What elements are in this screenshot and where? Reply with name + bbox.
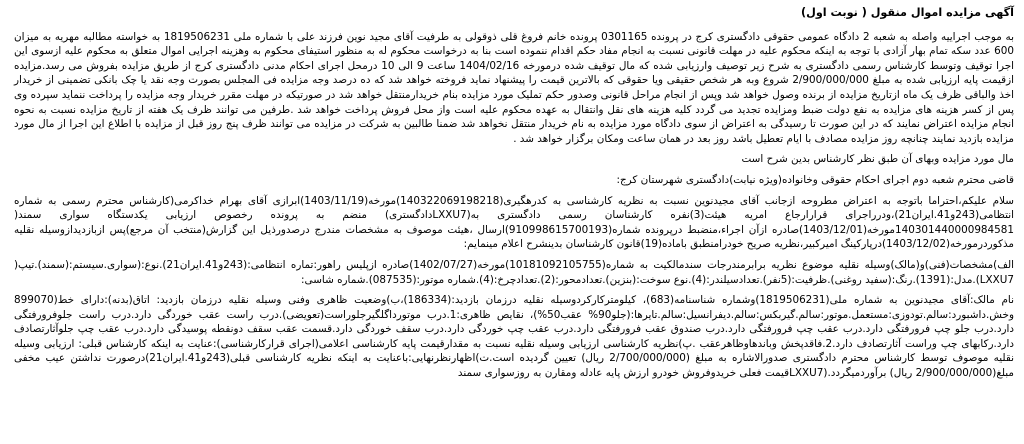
vehicle-spec-paragraph: الف)مشخصات(فنی)و(مالک)وسیله نقلیه موضوع نظریه برابرمندرجات سندمالکیت به شماره(10181092105755)مورخه(1402/07/27)صادره ازپلیس راهور:تماره انتظامی:(243و41.ایران21).نوع:(سواری.سیستم:(سمند).تیپ( LXXU7).مدل:(1391).رنگ:(سفید روغنی).ظرفیت:(5نفر).تعدادسیلندر:(4).نوع سوخت:(بنزین).تعدادمحور:(2).تعدادچرخ:(4).شماره موتور:(087535).شماره شاسی: xyxy=(14,258,1014,286)
auction-item-heading: مال مورد مزایده وبهای آن طبق نظر کارشناس بدین شرح است xyxy=(741,153,1014,166)
expert-letter-paragraph: سلام علیکم،احتراما باتوجه به اعتراض مطروحه ازجانب آقای مجیدنوین نسبت به نظریه کارشناسی به کدرهگیری(140322069198218)مورخه(1403/11/19)ابرازی آقای بهرام خداکرمی(کارشناس محترم رسمی به شماره انتظامی(243و41.ایران21)،ودرراجرای قرارارجاع امریه هیئت(3)نفره کارشناسان رسمی دادگستری به(LXXU7دادگستری) منضم به پرونده رخصوص ارزیابی یکدستگاه سواری سمند( 140301440000984581مورخه(1403/12/01)صادره ازآن اجراء،منضبط درپرونده شماره(910998615700193)ارسال ،هیئت موصوف به مشخصات مندرج درصدورذیل این گزارش(منتخب آن مرجع)پس ازبازدیدازوسیله نقلیه مذکوردرمورخه(1403/12/02)درپارکینگ امیرکبیر،نظریه صریح خودرامنطبق باماده(19)قانون کارشناسان بدینشرح اعلام مینمایم: xyxy=(14,194,1015,251)
notice-title: آگهی مزایده اموال منقول ( نوبت اول) xyxy=(801,6,1014,19)
vehicle-condition-paragraph: نام مالک:آقای مجیدنوین به شماره ملی(1819506231)وشماره شناسنامه(683)، کیلومترکارکردوسیله نقلیه درزمان بازدید:(186334)،ب)وضعیت ظاهری وفنی وسیله نقلیه درزمان بازدید: اتاق(بدنه):دارای خط(899070 وخش.داشبورد:سالم.تودوزی:مستعمل.موتور:سالم.گیربکس:سالم.دیفرانسیل:سالم.تایرها:(جلو90% عقب50%)، نقایص ظاهری:1.درب موتورداگلگیرجلوراست(تعویضی).درب راست عقب خوردگی دارد.درب راست جلوفرورفتگی دارد.درب جلو چپ فرورفتگی دارد.درب عقب چپ فرورفتگی دارد.درب صندوق عقب فرورفتگی دارد.درب عقب چپ خوردگی دارد.درب سقف خوردگی دارد.قسمت عقب سقف دونقطه پوسیدگی دارد.درب عقب چپ جلوآثارتصادف دارد.رکابهای چپ وراست آثارتصادف دارد.2.فاقدپخش وباندهاوظاهرعقب .پ)نظریه کارشناسی ارزیابی وسیله نقلیه نسبت به مقدارقیمت پایه کارشناسی اعلامی(اجرای قرارکارشناسی):عنایت به اینکه کارشناس قبلی: ارزیابی وسیله نقلیه موصوف توسط کارشناس محترم دادگستری صدورالاشاره به مبلغ (2/700/000/000 ریال) تعیین گردیده است.ت)اظهارنظرنهایی:باعنایت به اینکه نظریه کارشناسی قبلی(243و41.ایران21)درصورت نداشتن عیب مخفی مبلغ(2/900/000/000 ریال) برآوردمیگردد.(LXXU7قیمت فعلی خریدوفروش خودرو ارزش پایه عادله ومقارن به روزسواری سمند xyxy=(14,294,1014,380)
notice-intro-paragraph: به موجب اجراییه واصله به شعبه 2 دادگاه عمومی حقوقی دادگستری کرج در پرونده 0301165 پرونده خانم فروغ قلی ذوقولی به طرفیت آقای مجید نوین فرزند علی با شماره ملی 1819506231 به خواسته مطالبه مهریه به میزان 600 عدد سکه تمام بهار آزادی با توجه به اینکه محکوم علیه در مهلت قانونی نسبت به انجام مفاد حکم اقدام ننموده است بنا به درخواست محکوم له به منظور استیفای محکوم به وهزینه اجرایی اموال متعلق به محکوم علیه ازسوی این اجرا توقیف وتوسط کارشناس رسمی دادگستری به شرح زیر توصیف وارزیابی شده که مال توقیف شده درمورخه 1404/02/16 ساعت 9 الی 10 درمحل اجرای احکام مدنی دادگستری کرج از طریق مزایده بفروش می رسد.مزایده ازقیمت پایه ارزیابی شده به مبلغ 2/900/000/000 شروع وبه هر شخص حقیقی ویا حقوقی که بالاترین قیمت را پیشنهاد نماید فروخته خواهد شد که ده درصد وجه مزایده فی المجلس بصورت وجه نقد یا چک بانکی تضمینی از خریدار اخذ والباقی ظرف یک ماه ازتاریخ مزایده از برنده وصول خواهد شد وپس از انجام مراحل قانونی وصدور حکم تملیک مورد مزایده بنام خریدارمنتقل خواهد شد در صورتیکه در مهلت مقرر خریدار وجه مزایده را پرداخت ننماید سپرده وی پس از کسر هزینه های مزایده به نفع دولت ضبط ومزایده تجدید می گردد کلیه هزینه های نقل وانتقال به عهده محکوم علیه است واز محل فروش پرداخت خواهد شد .طرفین می توانند ظرف یک هفته از تاریخ مزایده نسبت به نحوه انجام مزایده اعتراض نمایند که در این صورت تا رسیدگی به اعتراض از سوی دادگاه مورد مزایده به نام خریدار منتقل نخواهد شد ضمنا طالبین به شرکت در مزایده می توانند ظرف پنج روز قبل از مزایده با اطلاع این اجرا از مال مورد مزایده بازدید نمایند چنانچه روز مزایده مصادف با ایام تعطیل باشد روز بعد در همان ساعت ومکان برگزار خواهد شد . xyxy=(14,30,1015,145)
addressee-line: قاضی محترم شعبه دوم اجرای احکام حقوقی وخانواده(ویژه نیابت)دادگستری شهرستان کرج: xyxy=(616,173,1014,186)
